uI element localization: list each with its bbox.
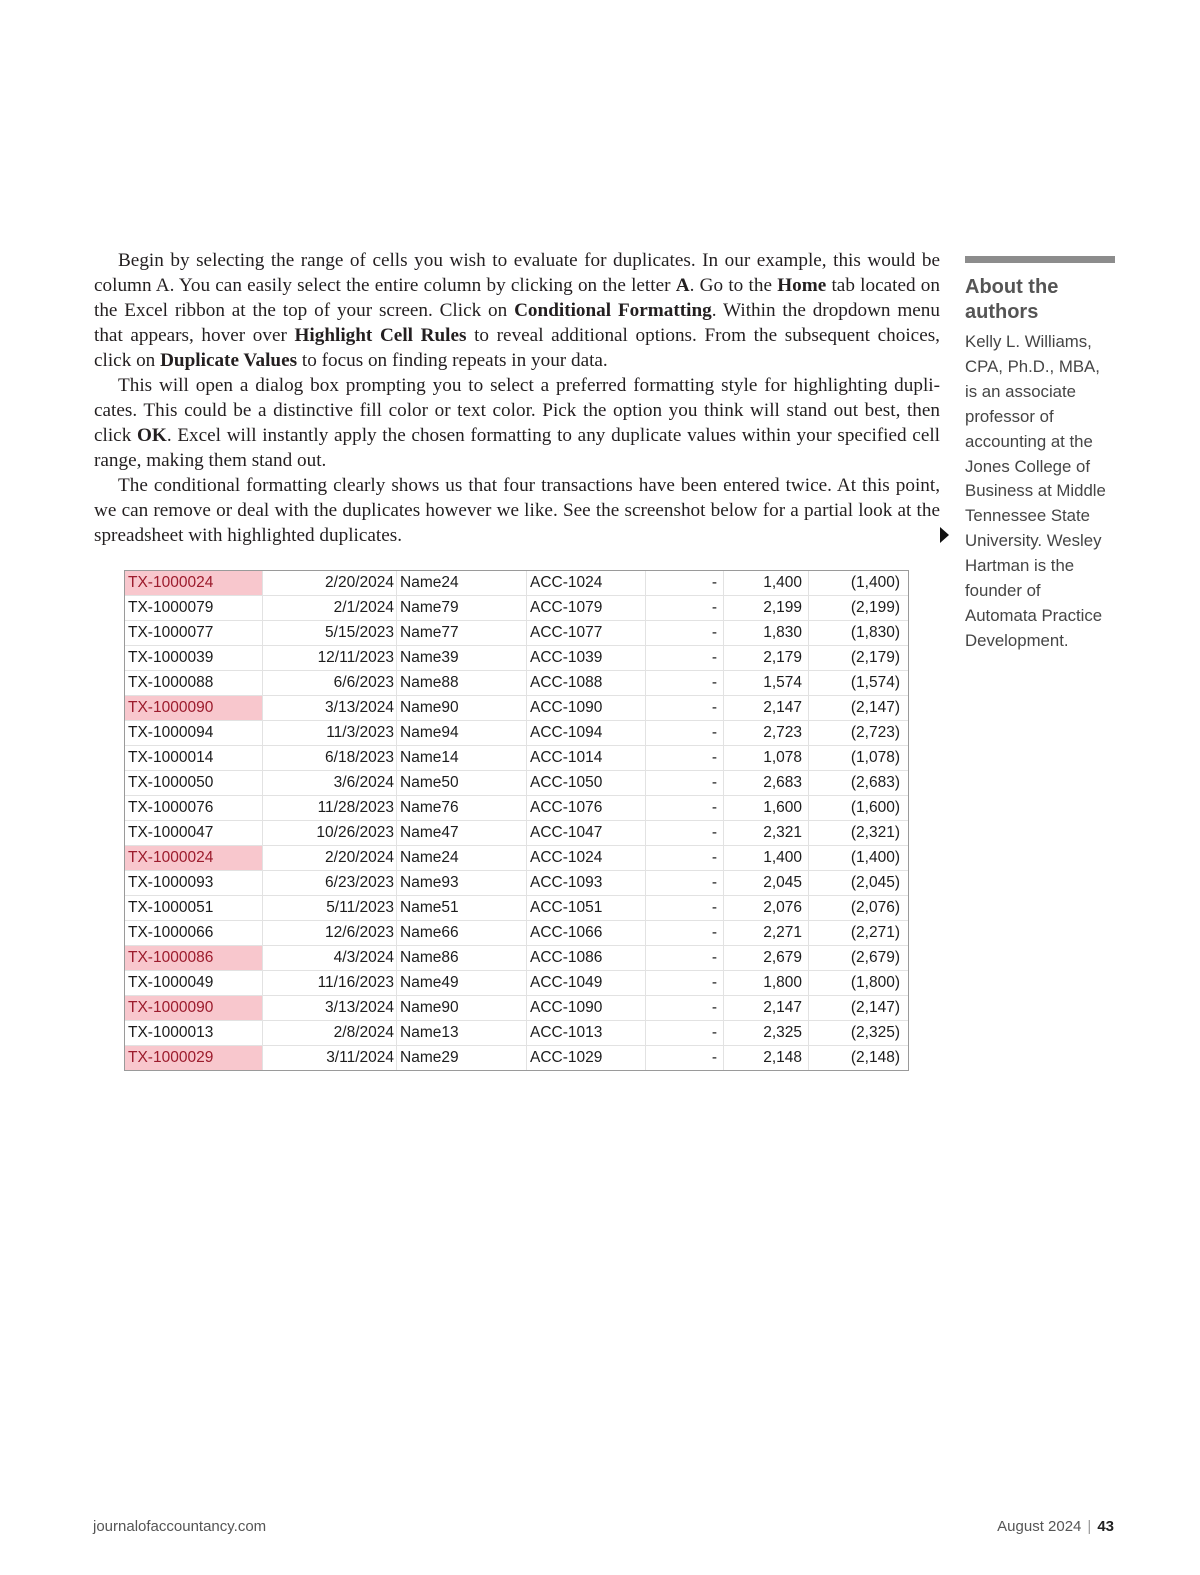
amount-cell: 1,600 (724, 796, 809, 821)
author-sidebar (965, 256, 1115, 654)
text-run: Begin by selecting the range of cells you wish to evaluate for duplicates. In our example, this would be column A. You can easily select the entire column by clicking on the letter (94, 250, 940, 296)
article-paragraph (94, 248, 940, 373)
table-row (125, 571, 908, 596)
negative-amount-cell: (2,325) (809, 1021, 909, 1046)
account-cell: ACC-1090 (527, 996, 646, 1021)
bold-term: OK (136, 425, 167, 446)
name-cell: Name94 (397, 721, 527, 746)
amount-cell: 2,076 (724, 896, 809, 921)
negative-amount-cell: (1,800) (809, 971, 909, 996)
table-row (125, 946, 908, 971)
table-row (125, 821, 908, 846)
dash-cell: - (646, 996, 724, 1021)
date-cell: 3/13/2024 (263, 996, 397, 1021)
text-run: to reveal additional options. From the subsequent choices, click on (94, 325, 940, 371)
account-cell: ACC-1077 (527, 621, 646, 646)
dash-cell: - (646, 696, 724, 721)
date-cell: 3/11/2024 (263, 1046, 397, 1071)
name-cell: Name88 (397, 671, 527, 696)
transaction-id-cell: TX-1000077 (125, 621, 263, 646)
negative-amount-cell: (1,078) (809, 746, 909, 771)
amount-cell: 2,147 (724, 996, 809, 1021)
amount-cell: 2,679 (724, 946, 809, 971)
transaction-id-cell: TX-1000079 (125, 596, 263, 621)
table-row (125, 921, 908, 946)
name-cell: Name76 (397, 796, 527, 821)
footer-site: journalofaccountancy.com (93, 1518, 267, 1535)
transaction-id-cell: TX-1000094 (125, 721, 263, 746)
table-row (125, 971, 908, 996)
amount-cell: 2,321 (724, 821, 809, 846)
transaction-id-cell: TX-1000049 (125, 971, 263, 996)
account-cell: ACC-1066 (527, 921, 646, 946)
dash-cell: - (646, 896, 724, 921)
date-cell: 10/26/2023 (263, 821, 397, 846)
table-row (125, 721, 908, 746)
dash-cell: - (646, 671, 724, 696)
sidebar-heading: About the authors (965, 276, 1059, 323)
text-run: to focus on finding repeats in your data. (297, 350, 608, 371)
footer-issue: August 2024 (997, 1518, 1082, 1535)
transaction-id-cell: TX-1000024 (125, 846, 263, 871)
negative-amount-cell: (2,321) (809, 821, 909, 846)
transactions-table (125, 571, 908, 1070)
article-body (94, 248, 940, 548)
account-cell: ACC-1029 (527, 1046, 646, 1071)
negative-amount-cell: (2,147) (809, 996, 909, 1021)
date-cell: 11/28/2023 (263, 796, 397, 821)
dash-cell: - (646, 1046, 724, 1071)
amount-cell: 2,148 (724, 1046, 809, 1071)
name-cell: Name29 (397, 1046, 527, 1071)
name-cell: Name24 (397, 571, 527, 596)
amount-cell: 2,723 (724, 721, 809, 746)
negative-amount-cell: (1,400) (809, 846, 909, 871)
name-cell: Name77 (397, 621, 527, 646)
table-row (125, 996, 908, 1021)
dash-cell: - (646, 871, 724, 896)
amount-cell: 2,271 (724, 921, 809, 946)
dash-cell: - (646, 1021, 724, 1046)
name-cell: Name66 (397, 921, 527, 946)
name-cell: Name24 (397, 846, 527, 871)
table-row (125, 1021, 908, 1046)
text-run: . Within the dropdown menu that appears, hover over (94, 300, 940, 346)
amount-cell: 1,830 (724, 621, 809, 646)
transaction-id-cell: TX-1000088 (125, 671, 263, 696)
dash-cell: - (646, 921, 724, 946)
amount-cell: 1,574 (724, 671, 809, 696)
amount-cell: 1,400 (724, 571, 809, 596)
account-cell: ACC-1093 (527, 871, 646, 896)
account-cell: ACC-1051 (527, 896, 646, 921)
account-cell: ACC-1086 (527, 946, 646, 971)
date-cell: 6/18/2023 (263, 746, 397, 771)
bold-term: Highlight Cell Rules (294, 325, 467, 346)
dash-cell: - (646, 796, 724, 821)
table-row (125, 796, 908, 821)
name-cell: Name50 (397, 771, 527, 796)
dash-cell: - (646, 721, 724, 746)
dash-cell: - (646, 621, 724, 646)
table-row (125, 621, 908, 646)
dash-cell: - (646, 821, 724, 846)
name-cell: Name49 (397, 971, 527, 996)
negative-amount-cell: (2,199) (809, 596, 909, 621)
table-row (125, 1046, 908, 1071)
amount-cell: 1,078 (724, 746, 809, 771)
date-cell: 11/3/2023 (263, 721, 397, 746)
dash-cell: - (646, 596, 724, 621)
transaction-id-cell: TX-1000086 (125, 946, 263, 971)
article-paragraph (94, 373, 940, 473)
table-row (125, 771, 908, 796)
text-run: The conditional formatting clearly shows us that four transactions have been entered twice. At this point, we can remove or deal with the duplicates however we like. See the screenshot below for a partial look at the spreadsheet with highlighted duplicates. (94, 475, 940, 546)
bold-term: A (675, 275, 690, 296)
name-cell: Name47 (397, 821, 527, 846)
name-cell: Name90 (397, 696, 527, 721)
date-cell: 2/20/2024 (263, 571, 397, 596)
transaction-id-cell: TX-1000090 (125, 996, 263, 1021)
name-cell: Name86 (397, 946, 527, 971)
amount-cell: 2,325 (724, 1021, 809, 1046)
date-cell: 12/6/2023 (263, 921, 397, 946)
date-cell: 3/13/2024 (263, 696, 397, 721)
account-cell: ACC-1014 (527, 746, 646, 771)
dash-cell: - (646, 846, 724, 871)
text-run: . Excel will instantly apply the chosen formatting to any duplicate values within your specified cell range, making them stand out. (94, 425, 940, 471)
table-row (125, 871, 908, 896)
date-cell: 5/15/2023 (263, 621, 397, 646)
negative-amount-cell: (2,076) (809, 896, 909, 921)
negative-amount-cell: (2,179) (809, 646, 909, 671)
dash-cell: - (646, 646, 724, 671)
transaction-id-cell: TX-1000014 (125, 746, 263, 771)
negative-amount-cell: (2,723) (809, 721, 909, 746)
transaction-id-cell: TX-1000047 (125, 821, 263, 846)
negative-amount-cell: (1,600) (809, 796, 909, 821)
date-cell: 5/11/2023 (263, 896, 397, 921)
footer-folio (997, 1518, 1114, 1535)
date-cell: 11/16/2023 (263, 971, 397, 996)
name-cell: Name39 (397, 646, 527, 671)
account-cell: ACC-1079 (527, 596, 646, 621)
dash-cell: - (646, 746, 724, 771)
date-cell: 2/8/2024 (263, 1021, 397, 1046)
transaction-id-cell: TX-1000050 (125, 771, 263, 796)
name-cell: Name79 (397, 596, 527, 621)
account-cell: ACC-1013 (527, 1021, 646, 1046)
date-cell: 2/1/2024 (263, 596, 397, 621)
amount-cell: 2,147 (724, 696, 809, 721)
transaction-id-cell: TX-1000024 (125, 571, 263, 596)
name-cell: Name14 (397, 746, 527, 771)
negative-amount-cell: (1,400) (809, 571, 909, 596)
account-cell: ACC-1076 (527, 796, 646, 821)
name-cell: Name13 (397, 1021, 527, 1046)
date-cell: 6/23/2023 (263, 871, 397, 896)
transaction-id-cell: TX-1000090 (125, 696, 263, 721)
transaction-id-cell: TX-1000076 (125, 796, 263, 821)
name-cell: Name51 (397, 896, 527, 921)
account-cell: ACC-1050 (527, 771, 646, 796)
text-run: tab located on the Excel ribbon at the top of your screen. Click on (94, 275, 940, 321)
dash-cell: - (646, 946, 724, 971)
amount-cell: 2,199 (724, 596, 809, 621)
negative-amount-cell: (2,271) (809, 921, 909, 946)
table-row (125, 646, 908, 671)
bold-term: Duplicate Values (160, 350, 298, 371)
bold-term: Conditional Formatting (514, 300, 712, 321)
account-cell: ACC-1024 (527, 571, 646, 596)
date-cell: 3/6/2024 (263, 771, 397, 796)
table-row (125, 671, 908, 696)
negative-amount-cell: (2,148) (850, 1049, 900, 1066)
author-bio: Kelly L. Williams, CPA, Ph.D., MBA, is an associate professor of accounting at the Jones College of Business at Middle Tennessee State University. Wesley Hartman is the founder of Automata Practice Development. (965, 332, 1106, 650)
amount-cell: 2,683 (724, 771, 809, 796)
transaction-id-cell: TX-1000051 (125, 896, 263, 921)
transaction-id-cell: TX-1000039 (125, 646, 263, 671)
amount-cell: 1,800 (724, 971, 809, 996)
dash-cell: - (646, 571, 724, 596)
negative-amount-cell: (2,683) (809, 771, 909, 796)
table-row (125, 696, 908, 721)
account-cell: ACC-1094 (527, 721, 646, 746)
table-row (125, 746, 908, 771)
caret-right-icon (940, 527, 949, 543)
amount-cell: 2,045 (724, 871, 809, 896)
table-row (125, 846, 908, 871)
amount-cell: 2,179 (724, 646, 809, 671)
transaction-id-cell: TX-1000029 (125, 1046, 263, 1071)
footer-separator: | (1087, 1518, 1092, 1535)
negative-amount-cell: (1,574) (809, 671, 909, 696)
date-cell: 12/11/2023 (263, 646, 397, 671)
table-row (125, 896, 908, 921)
negative-amount-cell: (2,679) (809, 946, 909, 971)
account-cell: ACC-1049 (527, 971, 646, 996)
transaction-id-cell: TX-1000066 (125, 921, 263, 946)
date-cell: 6/6/2023 (263, 671, 397, 696)
article-paragraph (94, 473, 940, 548)
dash-cell: - (646, 971, 724, 996)
negative-amount-cell: (2,147) (809, 696, 909, 721)
text-run: . Go to the (689, 275, 778, 296)
negative-amount-cell: (1,830) (809, 621, 909, 646)
text-run: This will open a dialog box prompting you to select a preferred formatting style for highlighting duplicates. This could be a distinctive fill color or text color. Pick the option you think will stand out best, then click (94, 375, 940, 446)
dash-cell: - (646, 771, 724, 796)
account-cell: ACC-1047 (527, 821, 646, 846)
account-cell: ACC-1088 (527, 671, 646, 696)
table-row (125, 596, 908, 621)
account-cell: ACC-1024 (527, 846, 646, 871)
name-cell: Name93 (397, 871, 527, 896)
date-cell: 2/20/2024 (263, 846, 397, 871)
sidebar-rule (965, 256, 1115, 263)
transaction-id-cell: TX-1000093 (125, 871, 263, 896)
bold-term: Home (777, 275, 827, 296)
transaction-id-cell: TX-1000013 (125, 1021, 263, 1046)
account-cell: ACC-1090 (527, 696, 646, 721)
spreadsheet-screenshot (124, 570, 909, 1071)
amount-cell: 1,400 (724, 846, 809, 871)
negative-amount-cell: (2,045) (809, 871, 909, 896)
page-number: 43 (1097, 1518, 1114, 1535)
date-cell: 4/3/2024 (263, 946, 397, 971)
account-cell: ACC-1039 (527, 646, 646, 671)
name-cell: Name90 (397, 996, 527, 1021)
